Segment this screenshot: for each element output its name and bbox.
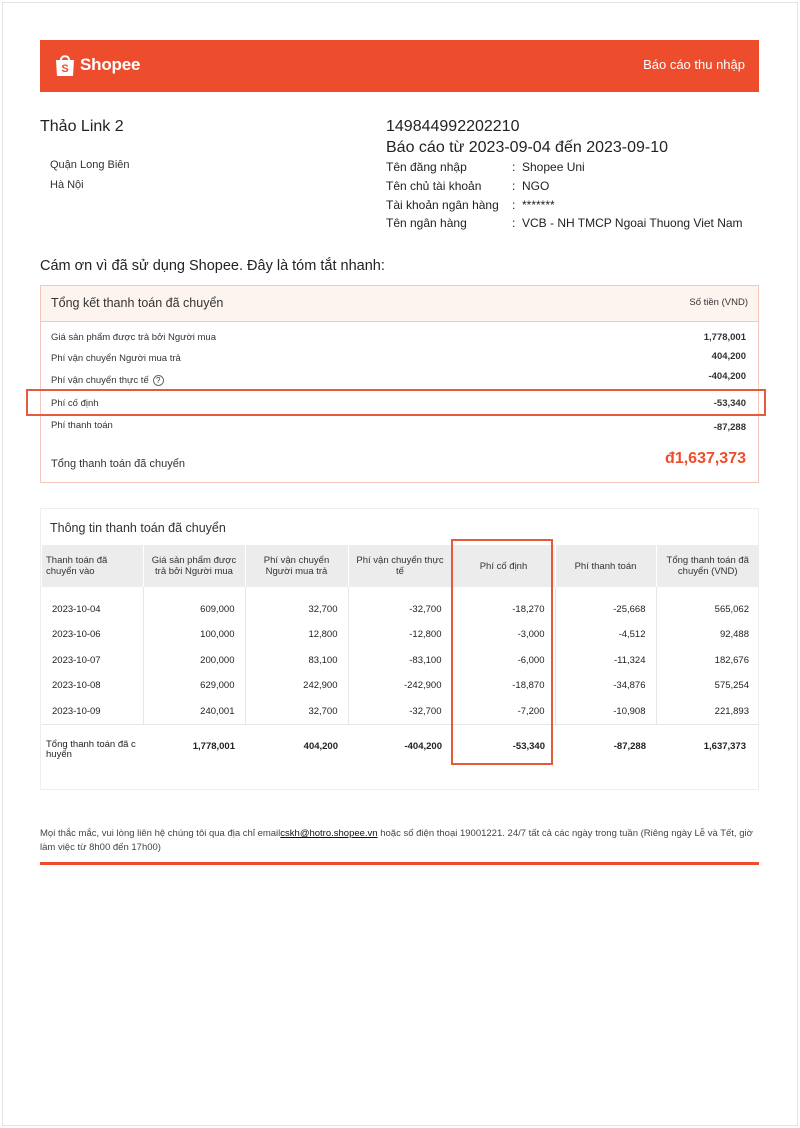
fixed-fee-highlight-box (26, 389, 766, 416)
table-cell: 32,700 (245, 587, 348, 622)
table-cell: 240,001 (143, 699, 245, 725)
table-row (42, 673, 759, 699)
table-cell: 182,676 (714, 654, 749, 666)
shop-address-line2: Hà Nội (50, 179, 84, 191)
column-header: Phí vận chuyển thực tế (348, 545, 452, 587)
table-cell: 2023-10-09 (42, 699, 143, 725)
table-cell: -25,668 (555, 587, 656, 622)
table-cell: -83,100 (348, 648, 452, 674)
total-cell: -404,200 (404, 741, 442, 752)
summary-total-value: đ1,637,373 (665, 450, 746, 467)
summary-value: 1,778,001 (703, 332, 746, 343)
summary-label: Phí vận chuyển Người mua trả (51, 353, 181, 364)
column-header: Phí cố định (452, 545, 555, 587)
table-cell: 200,000 (143, 648, 245, 674)
fixed-fee-column-highlight-box (451, 539, 553, 765)
table-cell: 2023-10-07 (42, 648, 143, 674)
table-cell: 242,900 (245, 673, 348, 699)
summary-title: Tổng kết thanh toán đã chuyển (51, 296, 224, 310)
total-cell: 1,637,373 (703, 741, 746, 752)
table-cell: -242,900 (348, 673, 452, 699)
table-cell: 100,000 (143, 622, 245, 648)
summary-value: -87,288 (713, 422, 746, 433)
table-cell: 2023-10-08 (42, 673, 143, 699)
table-header-row (42, 545, 759, 587)
summary-value: -53,340 (713, 398, 746, 409)
table-cell: -4,512 (555, 622, 656, 648)
shopping-bag-icon (54, 52, 76, 78)
header-title: Báo cáo thu nhập (643, 57, 745, 72)
summary-value: -404,200 (708, 371, 746, 382)
column-header: Phí thanh toán (555, 545, 656, 587)
table-cell: -34,876 (555, 673, 656, 699)
table-cell: 575,254 (714, 680, 749, 692)
info-label: Tên đăng nhập (386, 160, 467, 174)
column-header: Tổng thanh toán đã chuyển (VND) (656, 545, 759, 587)
payment-details (40, 508, 759, 790)
footer-text: Mọi thắc mắc, vui lòng liên hệ chúng tôi qua địa chỉ email (40, 828, 281, 839)
report-id: 149844992202210 (386, 118, 520, 135)
table-cell: 2023-10-06 (42, 622, 143, 648)
total-cell: -87,288 (613, 741, 646, 752)
info-value: NGO (522, 179, 550, 193)
table-cell: 2023-10-04 (42, 587, 143, 622)
footer-divider (40, 862, 759, 865)
support-email-link[interactable]: cskh@hotro.shopee.vn (280, 828, 378, 839)
table-cell: -18,270 (452, 587, 555, 622)
payment-summary (40, 285, 759, 483)
summary-total-label: Tổng thanh toán đã chuyển (51, 458, 185, 470)
column-header: Giá sản phẩm được trả bởi Người mua (143, 545, 245, 587)
info-label: Tên chủ tài khoản (386, 179, 482, 193)
summary-label: Phí cố định (51, 398, 99, 409)
footer-note (40, 827, 760, 855)
info-label: Tài khoản ngân hàng (386, 198, 499, 212)
report-period: Báo cáo từ 2023-09-04 đến 2023-09-10 (386, 139, 669, 156)
total-label: Tổng thanh toán đã c huyển (46, 739, 136, 760)
shop-address-line1: Quận Long Biên (50, 159, 130, 171)
total-cell: 1,778,001 (192, 741, 235, 752)
summary-label: Phí vận chuyển thực tế (51, 375, 149, 387)
shopee-logo (54, 52, 140, 78)
shop-name: Thảo Link 2 (40, 118, 124, 135)
summary-value: 404,200 (711, 351, 746, 362)
info-value: ******* (522, 198, 555, 212)
table-cell: 565,062 (714, 604, 749, 615)
table-cell: -12,800 (348, 622, 452, 648)
total-cell: 404,200 (303, 741, 338, 752)
column-header: Phí vận chuyển Người mua trả (245, 545, 348, 587)
details-table (42, 545, 759, 725)
table-row (42, 699, 759, 725)
table-row (42, 622, 759, 648)
table-cell: -11,324 (555, 648, 656, 674)
info-separator: : (512, 216, 516, 230)
table-row (42, 587, 759, 622)
brand-name: Shopee (80, 55, 141, 74)
table-cell: 629,000 (143, 673, 245, 699)
help-icon[interactable]: ? (153, 375, 164, 386)
info-separator: : (512, 179, 516, 193)
table-cell: 83,100 (245, 648, 348, 674)
info-label: Tên ngân hàng (386, 216, 467, 230)
details-title: Thông tin thanh toán đã chuyển (50, 521, 226, 535)
table-cell: -3,000 (452, 622, 555, 648)
info-separator: : (512, 198, 516, 212)
table-cell: 609,000 (143, 587, 245, 622)
table-cell: 221,893 (656, 699, 759, 725)
footer-text: hoặc số điện thoại 19001221. 24/7 tất cả các ngày trong tuần (Riêng ngày Lễ và Tết, giờ làm việc từ 8h00 đến 17h00) (40, 828, 753, 853)
table-row (42, 648, 759, 674)
svg-text:S: S (61, 63, 69, 75)
table-cell: -18,870 (452, 673, 555, 699)
table-cell: -6,000 (452, 648, 555, 674)
table-cell: -10,908 (555, 699, 656, 725)
info-value: VCB - NH TMCP Ngoai Thuong Viet Nam (522, 216, 743, 230)
info-separator: : (512, 160, 516, 174)
table-cell: 12,800 (245, 622, 348, 648)
column-header: Thanh toán đã chuyển vào (42, 545, 143, 587)
table-cell: -32,700 (348, 699, 452, 725)
table-cell: -32,700 (348, 587, 452, 622)
table-cell: 92,488 (719, 629, 749, 641)
report-header (40, 40, 759, 92)
table-cell: -7,200 (452, 699, 555, 725)
summary-label: Phí thanh toán (51, 420, 113, 431)
thanks-message: Cám ơn vì đã sử dụng Shopee. Đây là tóm tắt nhanh: (40, 258, 385, 274)
total-cell: -53,340 (512, 741, 545, 752)
summary-label: Giá sản phẩm được trả bởi Người mua (51, 332, 216, 343)
summary-header (41, 286, 758, 322)
info-value: Shopee Uni (522, 160, 585, 174)
table-cell: 32,700 (245, 699, 348, 725)
summary-unit: Số tiền (VND) (689, 297, 748, 308)
